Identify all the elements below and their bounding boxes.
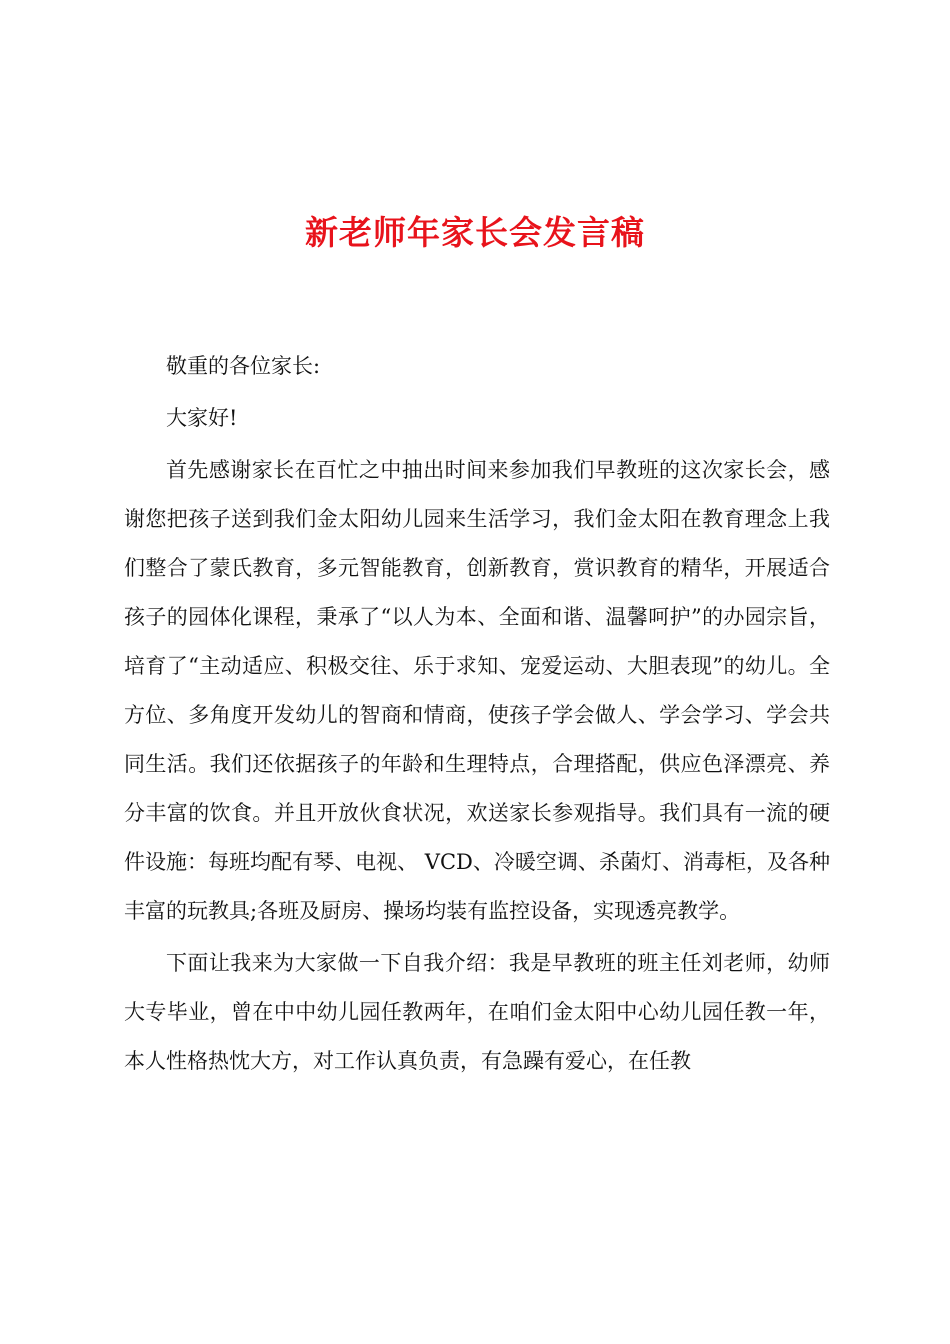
greeting: 大家好! (166, 406, 238, 430)
paragraph: 下面让我来为大家做一下自我介绍：我是早教班的班主任刘老师，幼师大专毕业，曾在中中幼儿园任教两年，在咱们金太阳中心幼儿园任教一年，本人性格热忱大方，对工作认真负责，有急躁有爱心，在任教 (124, 951, 830, 1073)
paragraph: 首先感谢家长在百忙之中抽出时间来参加我们早教班的这次家长会，感谢您把孩子送到我们金太阳幼儿园来生活学习，我们金太阳在教育理念上我们整合了蒙氏教育，多元智能教育，创新教育，赏识教育的精华，开展适合孩子的园体化课程，秉承了“以人为本、全面和谐、温馨呵护”的办园宗旨，培育了“主动适应、积极交往、乐于求知、宠爱运动、大胆表现”的幼儿。全方位、多角度开发幼儿的智商和情商，使孩子学会做人、学会学习、学会共同生活。我们还依据孩子的年龄和生理特点，合理搭配，供应色泽漂亮、养分丰富的饮食。并且开放伙食状况，欢送家长参观指导。我们具有一流的硬件设施：每班均配有琴、电视、 VCD、冷暖空调、杀菌灯、消毒柜，及各种丰富的玩教具;各班及厨房、操场均装有监控设备，实现透亮教学。 (124, 458, 830, 923)
document-body (124, 342, 830, 1089)
document-title: 新老师年家长会发言稿 (305, 213, 645, 252)
salutation: 敬重的各位家长: (166, 354, 321, 378)
